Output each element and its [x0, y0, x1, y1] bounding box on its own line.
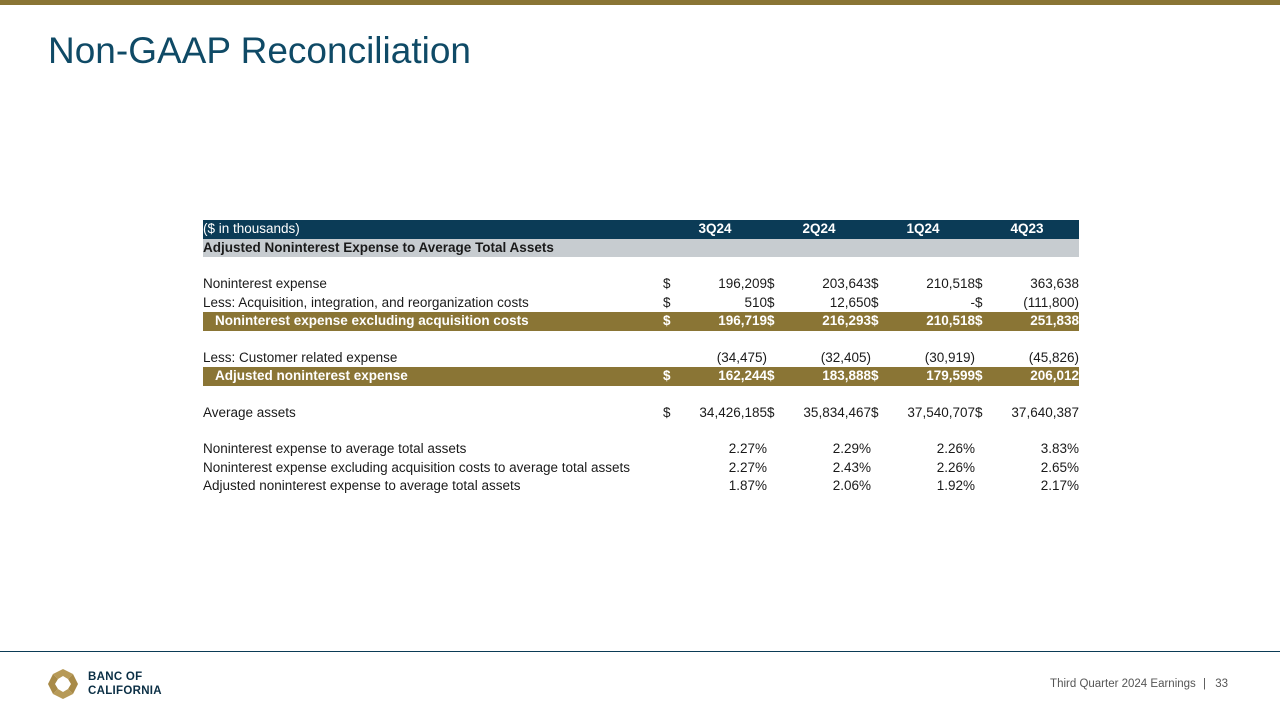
currency-symbol: $: [975, 276, 983, 291]
header-units-label: ($ in thousands): [203, 220, 663, 239]
cell-value: 35,834,467: [803, 404, 871, 420]
period-header: 4Q23: [975, 220, 1079, 239]
currency-symbol: [871, 477, 883, 496]
page-number: 33: [1215, 678, 1228, 690]
currency-symbol: [663, 459, 675, 478]
row-label: Average assets: [203, 404, 296, 420]
cell-value: (30,919): [924, 349, 975, 365]
currency-symbol: [663, 477, 675, 496]
cell-value: 196,719: [675, 312, 767, 331]
cell-value: (32,405): [820, 349, 871, 365]
period-header: 3Q24: [663, 220, 767, 239]
brand-line-1: BANC OF: [88, 671, 143, 683]
cell-value: (111,800): [1023, 294, 1079, 310]
subtotal-row: [203, 367, 1079, 386]
currency-symbol: $: [975, 367, 987, 386]
slide-footer: [1050, 678, 1228, 690]
currency-symbol: [975, 440, 987, 459]
currency-symbol: $: [663, 312, 675, 331]
cell-value: 2.27%: [728, 459, 767, 475]
cell-value: 162,244: [675, 367, 767, 386]
cell-value: 2.06%: [832, 478, 871, 493]
cell-value: 510: [744, 294, 767, 310]
period-header: 1Q24: [871, 220, 975, 239]
currency-symbol: $: [767, 312, 779, 331]
table-row: [203, 477, 1079, 496]
cell-value: 203,643: [822, 276, 871, 291]
cell-value: 2.17%: [1040, 478, 1079, 493]
row-label: Less: Customer related expense: [203, 349, 398, 365]
currency-symbol: [767, 477, 779, 496]
cell-value: 37,540,707: [907, 404, 975, 420]
currency-symbol: $: [871, 367, 883, 386]
spacer-row: [203, 422, 1079, 440]
cell-value: 206,012: [987, 367, 1079, 386]
section-title: Adjusted Noninterest Expense to Average Total Assets: [203, 239, 1079, 258]
currency-symbol: [663, 440, 675, 459]
currency-symbol: $: [975, 312, 987, 331]
cell-value: 251,838: [987, 312, 1079, 331]
currency-symbol: [975, 459, 987, 478]
cell-value: 2.65%: [1040, 459, 1079, 475]
footer-text: Third Quarter 2024 Earnings: [1050, 678, 1196, 690]
footer-separator: |: [1203, 678, 1206, 690]
currency-symbol: [663, 349, 675, 368]
currency-symbol: [975, 349, 987, 368]
cell-value: 196,209: [718, 276, 767, 291]
cell-value: 3.83%: [1040, 441, 1079, 456]
cell-value: 37,640,387: [1011, 404, 1079, 420]
slide-title: Non-GAAP Reconciliation: [48, 30, 471, 71]
currency-symbol: [975, 477, 987, 496]
currency-symbol: $: [871, 312, 883, 331]
currency-symbol: $: [871, 404, 879, 420]
row-label: Noninterest expense: [203, 276, 327, 291]
cell-value: (34,475): [716, 349, 767, 365]
table-row: [203, 349, 1079, 368]
cell-value: 2.26%: [936, 459, 975, 475]
currency-symbol: [871, 440, 883, 459]
currency-symbol: [871, 349, 883, 368]
currency-symbol: $: [663, 404, 671, 420]
cell-value: -: [970, 294, 975, 310]
currency-symbol: $: [767, 367, 779, 386]
currency-symbol: [767, 349, 779, 368]
row-label: Noninterest expense excluding acquisition costs to average total assets: [203, 459, 630, 475]
subtotal-row: [203, 312, 1079, 331]
row-label: Adjusted noninterest expense: [203, 367, 663, 386]
cell-value: 2.43%: [832, 459, 871, 475]
currency-symbol: $: [663, 276, 671, 291]
currency-symbol: $: [767, 294, 775, 310]
currency-symbol: $: [975, 294, 983, 310]
cell-value: 1.87%: [728, 478, 767, 493]
currency-symbol: $: [767, 276, 775, 291]
section-title-row: [203, 239, 1079, 258]
currency-symbol: $: [663, 367, 675, 386]
period-header: 2Q24: [767, 220, 871, 239]
cell-value: 363,638: [1030, 276, 1079, 291]
table-row: [203, 440, 1079, 459]
row-label: Less: Acquisition, integration, and reorganization costs: [203, 294, 529, 310]
spacer-row: [203, 257, 1079, 275]
currency-symbol: [871, 459, 883, 478]
cell-value: 183,888: [779, 367, 871, 386]
cell-value: (45,826): [1028, 349, 1079, 365]
spacer-row: [203, 331, 1079, 349]
table-row: [203, 275, 1079, 294]
cell-value: 1.92%: [936, 478, 975, 493]
cell-value: 210,518: [883, 312, 975, 331]
currency-symbol: [767, 459, 779, 478]
top-accent-bar: [0, 0, 1280, 5]
table-row: [203, 294, 1079, 313]
bank-logo-icon: [46, 667, 80, 701]
row-label: Adjusted noninterest expense to average total assets: [203, 478, 521, 493]
currency-symbol: $: [663, 294, 671, 310]
currency-symbol: [767, 440, 779, 459]
table-row: [203, 459, 1079, 478]
currency-symbol: $: [871, 294, 879, 310]
footer-divider: [0, 651, 1280, 652]
cell-value: 2.26%: [936, 441, 975, 456]
cell-value: 2.29%: [832, 441, 871, 456]
currency-symbol: $: [767, 404, 775, 420]
brand-line-2: CALIFORNIA: [88, 685, 162, 697]
brand-wordmark: [88, 670, 162, 698]
cell-value: 12,650: [829, 294, 871, 310]
cell-value: 179,599: [883, 367, 975, 386]
cell-value: 210,518: [926, 276, 975, 291]
currency-symbol: $: [871, 276, 879, 291]
reconciliation-table: [203, 220, 1079, 496]
cell-value: 216,293: [779, 312, 871, 331]
spacer-row: [203, 386, 1079, 404]
table-row: [203, 404, 1079, 423]
currency-symbol: $: [975, 404, 983, 420]
row-label: Noninterest expense to average total assets: [203, 441, 467, 456]
table-header-row: [203, 220, 1079, 239]
cell-value: 2.27%: [728, 441, 767, 456]
cell-value: 34,426,185: [699, 404, 767, 420]
row-label: Noninterest expense excluding acquisition costs: [203, 312, 663, 331]
